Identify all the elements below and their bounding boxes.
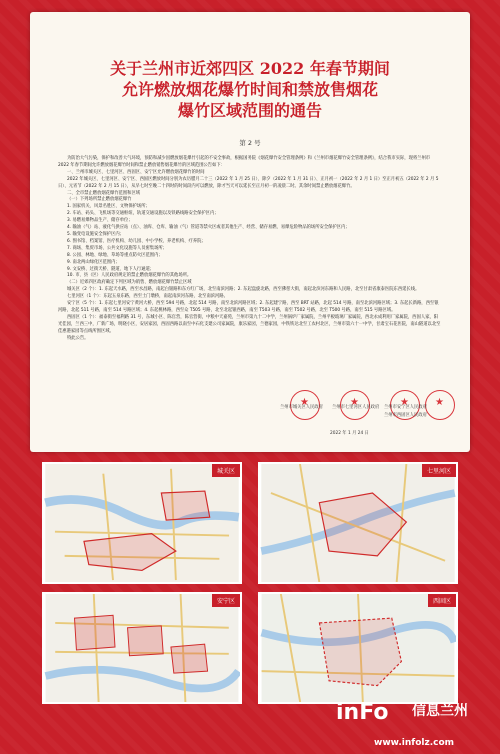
paragraph: 安宁区（5 个）：1. 东起七里河安宁黄河大桥，西至 594 号路，北起 514 号路，南至北滨河路区域；2. 东起建宁路，西至 BRT 站路，北起 514 号路，南至北滨河路区域；3. 东起长新路，西至银河路，北起 511 号路，南至 514 号路区域；4. 东起桃林路，西至众 T505 号路，北至北起银西路，南至 T503 号路，南至 T502 号路，北至 T500 号路，南至 515 号路区域。	[58, 301, 439, 313]
map-image	[260, 594, 456, 702]
paragraph: 一、兰州市城关区、七里河区、西固区、安宁区允许燃放烟花爆竹的时间	[67, 169, 205, 175]
map-image	[44, 464, 240, 582]
seal-label: 兰州市安宁区人民政府	[384, 405, 427, 410]
paragraph: 2. 车站、码头、飞机场等交通枢纽，轨道交通设施以及铁路线路安全保护区内；	[67, 211, 219, 217]
official-seals	[280, 390, 460, 430]
page-title	[40, 58, 460, 121]
paragraph: 4. 输油（气）站、液化气供应站（点）、油库、仓库、输油（气）管道等禁火区或者其他生产、经营、储存易燃、易爆危险物品的场所安全保护区内；	[67, 225, 350, 231]
title-line-3: 爆竹区域范围的通告	[177, 101, 322, 120]
document-number: 第 2 号	[239, 139, 261, 147]
paragraph: 5. 输变电设施安全保护区内；	[67, 231, 125, 237]
title-line-1: 关于兰州市近郊四区 2022 年春节期间	[110, 59, 390, 78]
map-xigu	[258, 592, 458, 704]
paragraph: 西固区（1 个）：福泰街至福利路 31 号，东城小区、陈官营，陈官营街，中粮中天嘉苑，兰州市第九十二中学，兰州锅炉厂家属院，兰州平板玻璃厂家属院，西北永成利用厂家属院，西固人家，阳光佳园，兰西三中，广新广场，明晓小区，安居家园，西固西路以南至中石化支建公司家属院，康乐家园，兰德家园，中铁铁达北至工农村北区，兰州市第六十一中学，甘肃宝石花医院，南山隧道以北至佳惠港家园等点线所围区域。	[58, 314, 441, 334]
issue-date: 2022 年 1 月 24 日	[330, 431, 369, 436]
infolz-logo: inFo	[336, 700, 389, 725]
map-label: 安宁区	[212, 594, 240, 607]
paragraph: 城关区（2 个）：1. 东起天水路，西至水昌路，南起白银路和东方红广场，北至南滨河路；2. 东起盘旋北路，西至佛慈大街，南起北滨河东路和人民路，北至甘肃省康泰医院东西延长线。	[67, 287, 420, 293]
paragraph: 七里河区（1 个）：东起五泉东路，西至土门墩桥，南起南滨河东路，北至南滨河路。	[67, 294, 228, 300]
paragraph: 3. 易燃易爆物品生产、储存单位；	[67, 218, 133, 224]
map-qilihe	[258, 462, 458, 584]
paragraph: （二）近郊四区政府确定下列区域为销售、燃放烟花爆竹禁止区域	[67, 280, 192, 286]
paragraph: 9. 文安桥、过街天桥、隧道、地下人行通道；	[67, 266, 155, 272]
paragraph: 1. 国家机关、风景名胜区、文物保护场所；	[67, 204, 150, 210]
map-label: 西固区	[428, 594, 456, 607]
paragraph: 为防治大气污染，保护和改善大气环境，预防和减少因燃放烟花爆竹引起的不安全事故，根据国务院《烟花爆竹安全管理条例》和《兰州市烟花爆竹安全管理条例》，结合我市实际，现将兰州市 2022 年春节期间允许燃放烟花爆竹时间和禁止燃放销售烟花爆竹的区域范围公告如下：	[58, 156, 431, 168]
seal-label: 兰州市城关区人民政府	[280, 405, 323, 410]
paragraph: 10. 市、县（区）人民政府规定的禁止燃放烟花爆竹的其他场所。	[67, 273, 192, 279]
seal-label: 兰州市西固区人民政府	[384, 413, 427, 418]
infolz-logo-cn: 信息兰州	[412, 703, 468, 719]
title-line-2: 允许燃放烟花爆竹时间和禁放售烟花	[121, 80, 378, 99]
paragraph: （一）下列场所禁止燃放烟花爆竹	[67, 197, 132, 203]
site-url[interactable]: www.infolz.com	[374, 738, 455, 748]
map-image	[260, 464, 456, 582]
map-anning	[42, 592, 242, 704]
paragraph: 7. 商场、集贸市场、公共文化设施等人员密集场所；	[67, 245, 167, 251]
map-label: 七里河区	[422, 464, 456, 477]
paragraph: 6. 图书馆、档案馆、医疗机构、幼儿园、中小学校、养老机构、疗养院；	[67, 238, 206, 244]
paragraph: 9. 南北两山绿化区范围内；	[67, 259, 120, 265]
paragraph: 8. 公园、林地、绿地、草场等重点防火区范围内；	[67, 252, 163, 258]
map-chengguan	[42, 462, 242, 584]
map-image	[44, 594, 240, 702]
paragraph: 2022 年城关区、七里河区、安宁区、西固区燃放时间分别为农历腊月二十三（2022 年 1 月 25 日）、除夕（2022 年 1 月 31 日）、正月初一（2022 年 2 月 1 日）至正月初五（2022 年 2 月 5 日）、元宵节（2022 年 2 月 15 日），从早七时至晚二十四时的时间段内可以燃放，除才当天可以延长至正月初一的凌晨二时。其余时间禁止燃放烟花爆竹。	[58, 176, 439, 189]
seal-label: 兰州市七里河区人民政府	[332, 405, 380, 410]
official-seal-icon	[425, 390, 455, 420]
map-label: 城关区	[212, 464, 240, 477]
paragraph: 二、全市禁止燃放烟花爆竹范围和区域	[67, 190, 141, 196]
closing-line: 特此公告。	[67, 335, 89, 341]
notice-body	[58, 156, 442, 342]
